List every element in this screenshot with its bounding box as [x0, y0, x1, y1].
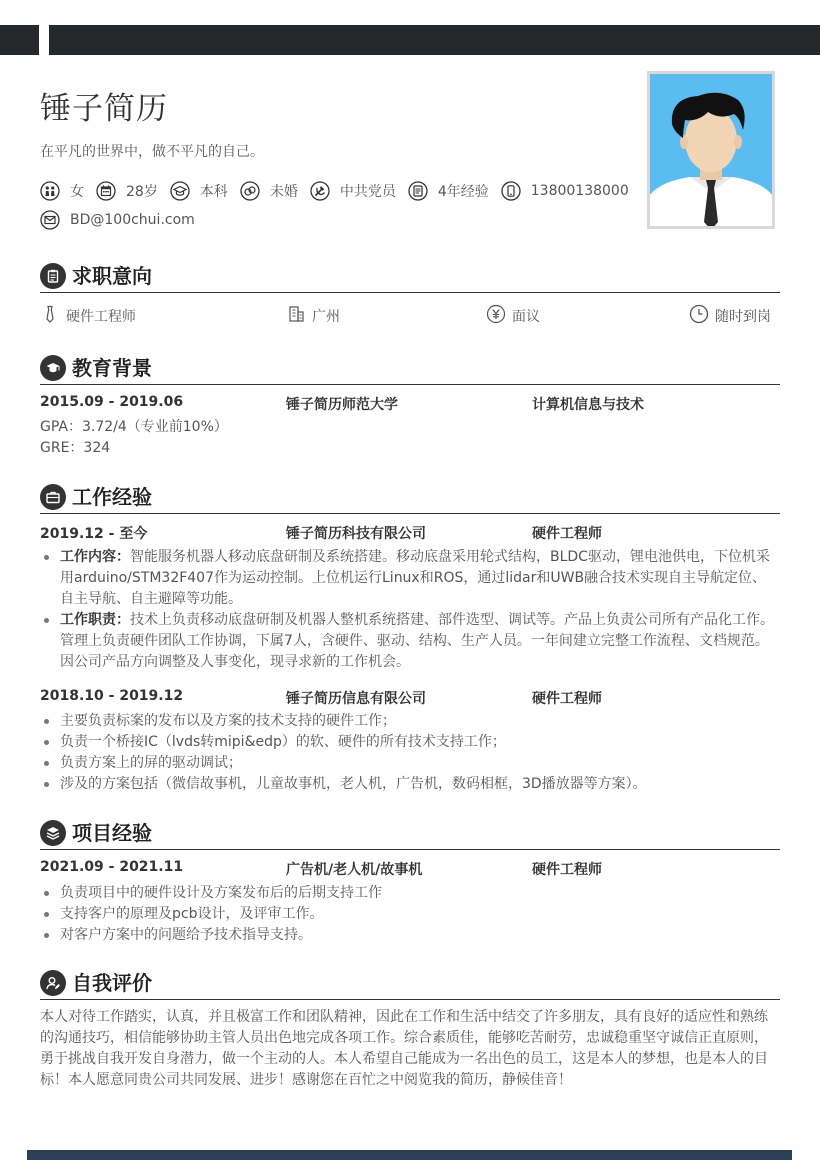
- list-item: 涉及的方案包括（微信故事机，儿童故事机，老人机，广告机，数码相框，3D播放器等方案）。: [40, 774, 780, 795]
- section-intent: [40, 263, 780, 293]
- building-icon: [286, 304, 312, 328]
- work-bullets: [40, 711, 780, 795]
- project-role: 硬件工程师: [532, 862, 602, 878]
- education-entry-head: [40, 394, 780, 414]
- education-major: 计算机信息与技术: [532, 397, 644, 413]
- profile-phone-value: 13800138000: [530, 183, 629, 199]
- section-project-title: 项目经验: [72, 821, 152, 845]
- education-school: 锤子简历师范大学: [286, 397, 398, 413]
- intent-availability: [689, 304, 771, 328]
- list-item-text: 技术上负责移动底盘研制及机器人整机系统搭建、部件选型、调试等。产品上负责公司所有产品化工作。管理上负责硬件团队工作协调，下属7人，含硬件、驱动、结构、生产人员。一年间建立完整工作流程、文档规范。因公司产品方向调整及人事变化，现寻求新的工作机会。: [60, 612, 774, 670]
- profile-email-value: BD@100chui.com: [70, 212, 195, 228]
- clipboard-icon: [40, 263, 66, 289]
- work-entry-head: [40, 688, 780, 708]
- clock-icon: [689, 304, 715, 328]
- top-bar-right: [49, 25, 820, 55]
- work-bullets: [40, 547, 780, 673]
- list-item: 负责项目中的硬件设计及方案发布后的后期支持工作: [40, 883, 780, 904]
- work-company: 锤子简历信息有限公司: [286, 691, 426, 707]
- intent-city-value: 广州: [312, 309, 340, 325]
- section-education-title: 教育背景: [72, 356, 152, 380]
- profile-row-2: [40, 210, 207, 230]
- envelope-icon: [40, 210, 60, 230]
- intent-availability-value: 随时到岗: [715, 309, 771, 325]
- rings-icon: [240, 181, 260, 201]
- resume-name: 锤子简历: [40, 91, 168, 127]
- tie-icon: [40, 304, 66, 328]
- education-gre: GRE：324: [40, 440, 111, 456]
- briefcase-icon: [40, 484, 66, 510]
- bottom-bar: [27, 1150, 792, 1160]
- list-item-label: 工作内容：: [60, 549, 130, 565]
- intent-city: [286, 304, 340, 328]
- project-name: 广告机/老人机/故事机: [286, 862, 423, 878]
- profile-experience: [408, 181, 489, 201]
- yen-icon: [486, 304, 512, 328]
- education-gpa: GPA：3.72/4（专业前10%）: [40, 419, 228, 435]
- work-title: 硬件工程师: [532, 691, 602, 707]
- self-evaluation-text: 本人对待工作踏实，认真，并且极富工作和团队精神，因此在工作和生活中结交了许多朋友，具有良好的适应性和熟练的沟通技巧，相信能够协助主管人员出色地完成各项工作。综合素质佳，能够吃苦耐劳，忠诚稳重坚守诚信正直原则，勇于挑战自我开发自身潜力，做一个主动的人。本人希望自己能成为一名出色的员工，这是本人的梦想，也是本人的目标！本人愿意同贵公司共同发展、进步！感谢您在百忙之中阅览我的简历，静候佳音！: [40, 1009, 768, 1088]
- top-bar-left: [0, 25, 39, 55]
- profile-age-value: 28岁: [126, 184, 158, 200]
- profile-marital-value: 未婚: [269, 184, 298, 200]
- section-self-title: 自我评价: [72, 971, 152, 995]
- profile-email: [40, 210, 195, 230]
- list-item: [40, 610, 780, 673]
- list-item: 对客户方案中的问题给予技术指导支持。: [40, 925, 780, 946]
- intent-salary: [486, 304, 540, 328]
- section-work: [40, 484, 780, 514]
- profile-experience-value: 4年经验: [437, 184, 489, 200]
- resume-motto: 在平凡的世界中，做不平凡的自己。: [40, 144, 264, 160]
- layers-icon: [40, 820, 66, 846]
- education-period: 2015.09 - 2019.06: [40, 394, 184, 410]
- profile-row: [40, 181, 641, 201]
- intent-position: [40, 304, 136, 328]
- section-work-title: 工作经验: [72, 485, 152, 509]
- work-company: 锤子简历科技有限公司: [286, 526, 426, 542]
- list-item-label: 工作职责：: [60, 612, 130, 628]
- intent-row: [40, 304, 780, 326]
- section-project: [40, 820, 780, 850]
- work-entry-head: [40, 523, 780, 543]
- project-period: 2021.09 - 2021.11: [40, 859, 184, 875]
- list-item: 负责一个桥接IC（lvds转mipi&edp）的软、硬件的所有技术支持工作；: [40, 732, 780, 753]
- profile-photo: [647, 71, 775, 229]
- intent-position-value: 硬件工程师: [66, 309, 136, 325]
- section-intent-title: 求职意向: [72, 264, 152, 288]
- profile-marital: [240, 181, 298, 201]
- phone-icon: [501, 181, 521, 201]
- profile-phone: [501, 181, 629, 201]
- party-emblem-icon: [310, 181, 330, 201]
- profile-political-value: 中共党员: [339, 184, 396, 200]
- section-education: [40, 355, 780, 385]
- graduation-cap-icon: [170, 181, 190, 201]
- section-self: [40, 970, 780, 1000]
- calendar-icon: [96, 181, 116, 201]
- profile-gender-value: 女: [70, 184, 84, 200]
- profile-gender: [40, 181, 84, 201]
- project-entry-head: [40, 859, 780, 879]
- list-item-text: 智能服务机器人移动底盘研制及系统搭建。移动底盘采用轮式结构，BLDC驱动，锂电池供电，下位机采用arduino/STM32F407作为运动控制。上位机运行Linux和ROS，通过lidar和UWB融合技术实现自主导航定位、自主导航、自主避障等功能。: [60, 549, 770, 607]
- profile-degree: [170, 181, 228, 201]
- work-period: 2018.10 - 2019.12: [40, 688, 184, 704]
- profile-age: [96, 181, 158, 201]
- intent-salary-value: 面议: [512, 309, 540, 325]
- profile-political: [310, 181, 396, 201]
- list-item: 主要负责标案的发布以及方案的技术支持的硬件工作；: [40, 711, 780, 732]
- document-icon: [408, 181, 428, 201]
- profile-degree-value: 本科: [199, 184, 228, 200]
- list-item: 支持客户的原理及pcb设计，及评审工作。: [40, 904, 780, 925]
- graduation-cap-icon: [40, 355, 66, 381]
- user-edit-icon: [40, 970, 66, 996]
- gender-icon: [40, 181, 60, 201]
- project-bullets: [40, 883, 780, 946]
- work-title: 硬件工程师: [532, 526, 602, 542]
- work-period: 2019.12 - 至今: [40, 526, 148, 542]
- list-item: 负责方案上的屏的驱动调试；: [40, 753, 780, 774]
- list-item: [40, 547, 780, 610]
